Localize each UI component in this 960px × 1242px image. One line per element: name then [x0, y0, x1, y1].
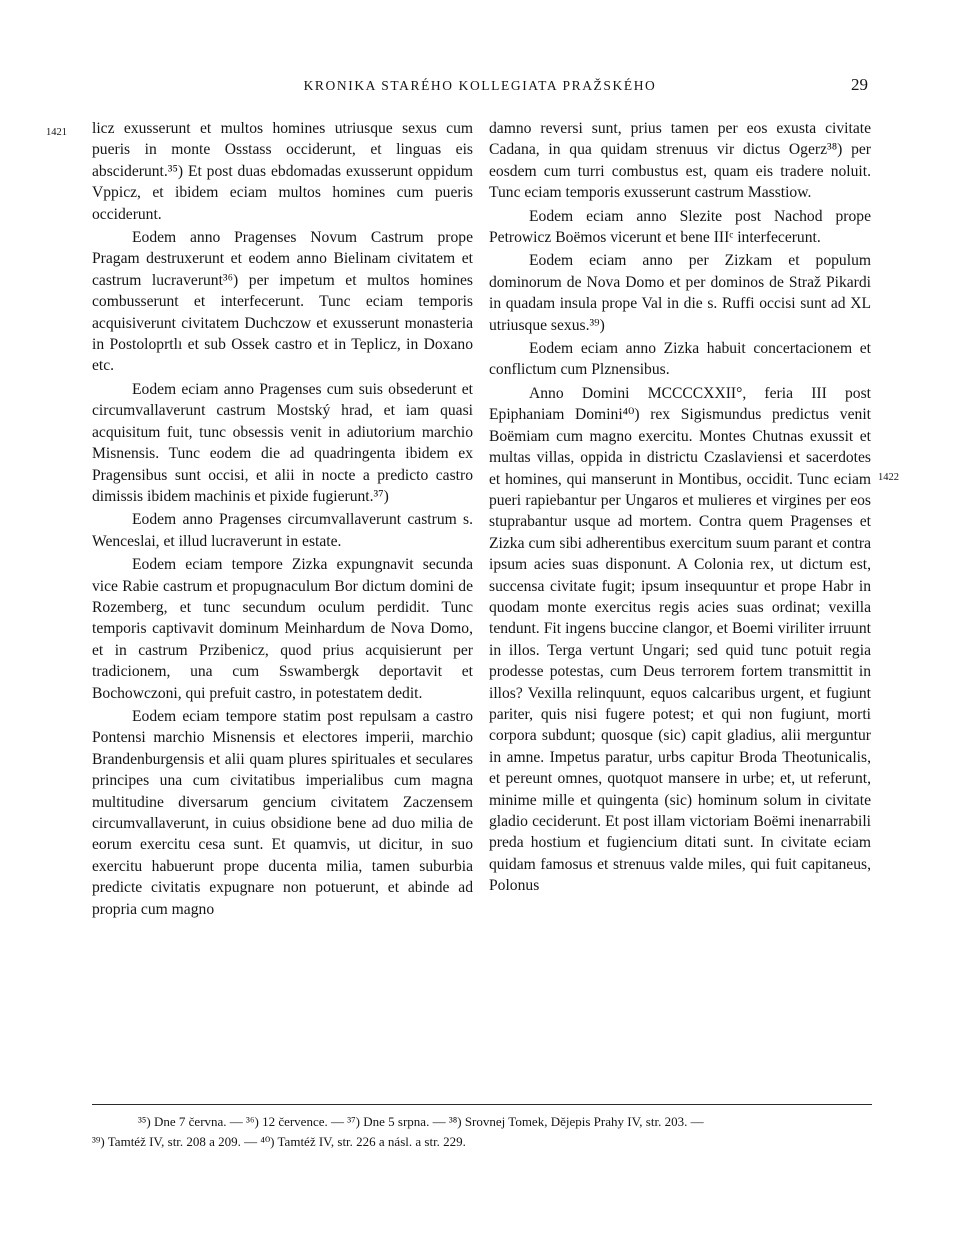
paragraph: Eodem eciam tempore statim post repulsam a castro Pontensi marchio Misnensis et electores imperii, marchio Brandenburgensis et alii quam plures spirituales et seculares principes una cum civitatibus imperialibus cum magna multitudine diversarum gencium civitatem Zaczensem circumvallaverunt, in cuius obsidione bene ad duo milia de eorum exercitu cesa sunt. Et quamvis, ut dicitur, in suo exercitu habuerunt prope ducenta milia, tamen suburbia predicte civitatis expugnare non potuerunt, et abinde ad propria cum magno — [92, 707, 473, 918]
paragraph: Eodem eciam tempore Zizka expungnavit secunda vice Rabie castrum et propugnaculum Bor dictum domini de Rozemberg, et tunc secundum oculum perdidit. Tunc temporis captivavit dominum Meinhardum de Nova Domo, et in castrum Przibenicz, quod prius acquisierunt per tradicionem, una cum Sswambergk deportavit et Bochowczoni, qui prefuit castro, in potestatem dedit. — [92, 556, 473, 702]
footnote-line: ³⁵) Dne 7 června. — ³⁶) 12 července. — ³⁷) Dne 5 srpna. — ³⁸) Srovnej Tomek, Dějepis Prahy IV, str. 203. — — [138, 1114, 704, 1129]
left-text-column — [92, 118, 473, 998]
paragraph: Eodem anno Pragenses circumvallaverunt castrum s. Wenceslai, et illud lucraverunt in estate. — [92, 511, 473, 550]
paragraph: Eodem eciam anno per Zizkam et populum dominorum de Nova Domo et per dominos de Straž Pikardi in quadam insula prope Val in die s. Ruffi occisi sunt ad XL utriusque sexus.³⁹) — [489, 252, 871, 334]
running-title: KRONIKA STARÉHO KOLLEGIATA PRAŽSKÉHO — [303, 78, 657, 93]
paragraph: Eodem eciam anno Pragenses cum suis obsederunt et circumvallaverunt castrum Mostský hrad, et iam quasi acquisitum fuit, tunc obsessis venit in adiutorium marchio Misnensis. Tunc eodem die ad quadringenta ibidem ex Pragensibus sunt occisi, et alii in nocte a predicto castro dimissis ibidem machinis et pixide fugierunt.³⁷) — [92, 380, 473, 505]
right-text-column — [489, 118, 871, 998]
paragraph: Eodem eciam anno Slezite post Nachod prope Petrowicz Boëmos vicerunt et bene IIIᶜ interfecerunt. — [489, 207, 871, 247]
footnote-line: ³⁹) Tamtéž IV, str. 208 a 209. — ⁴⁰) Tamtéž IV, str. 226 a násl. a str. 229. — [92, 1133, 466, 1149]
margin-year-right: 1422 — [878, 472, 899, 483]
running-header — [0, 75, 960, 98]
paragraph: Anno Domini MCCCCXXII°, feria III post Epiphaniam Domini⁴⁰) rex Sigismundus predictus venit Boëmiam cum magno exercitu. Montes Chutnas exussit et multas villas, oppida in districtu Czaslaviensi et sacerdotes et homines, qui manserunt in Montibus, occidit. Tunc eciam pueri rapiebantur per Ungaros et mulieres et virgines per eos stuprabantur usque ad mortem. Contra quem Pragenses et Zizka cum sibi adherentibus exercitum suum parant et contra ipsum acies suas disponunt. A Colonia rex, ut dictum est, succensa civitate fugit; ipsum insequuntur et prope Habr in quodam monte exercitus regis acies suas ordinat; vexilla tendunt. Fit ingens buccine clangor, et Boemi viriliter irruunt in illos. Terga vertunt Ungari; sed quid tunc potuit regia prodesse potestas, cum Deus terrorem fortem transmittit in illos? Vexilla relinquunt, equos calcaribus urgent, et fugiunt pariter, quis nisi fugere potest; et qui non fugiunt, morti corpora subdunt; quosque (sic) capit gladius, alii merguntur in amne. Impetus paratur, urbs capitur Broda Theotunicalis, et pereunt omnes, quotquot mansere in urbe; et, ut referunt, minime mille et quingenta (sic) hominum solum in civitate gladio ceciderunt. Et post illam victoriam Boëmi inenarrabili preda hostium et fugiencium ditati sunt. In civitate eciam quidam famosus et strenuus valde miles, qui fuit capitaneus, Polonus — [489, 384, 871, 895]
paragraph: damno reversi sunt, prius tamen per eos exusta civitate Cadana, in qua quidam strenuus vir dictus Ogerz³⁸) per eosdem cum turri combustus est, quam eis tradere noluit. Tunc eciam temporis exusserunt castrum Masstiow. — [489, 120, 871, 202]
paragraph: Eodem eciam anno Zizka habuit concertacionem et conflictum cum Plznensibus. — [489, 340, 871, 379]
paragraph: Eodem anno Pragenses Novum Castrum prope Pragam destruxerunt et eodem anno Bielinam civitatem et castrum lucraverunt³⁶) per impetum et multos homines combusserunt et interfecerunt. Tunc eciam temporis acquisiverunt civitatem Duchczow et exusserunt monasteria in Postoloprtlı et sub Ossek castro et in Teplicz, in Doxano etc. — [92, 229, 473, 375]
paragraph: licz exusserunt et multos homines utriusque sexus cum pueris in monte Osstass occiderunt, et linguas eis absciderunt.³⁵) Et post duas ebdomadas exusserunt oppidum Vppicz, et ibidem eciam multos homines cum pueris occiderunt. — [92, 120, 473, 223]
margin-year-left: 1421 — [46, 127, 67, 138]
footnote-divider — [92, 1104, 872, 1105]
page-number: 29 — [851, 75, 868, 94]
footnotes — [92, 1112, 872, 1151]
